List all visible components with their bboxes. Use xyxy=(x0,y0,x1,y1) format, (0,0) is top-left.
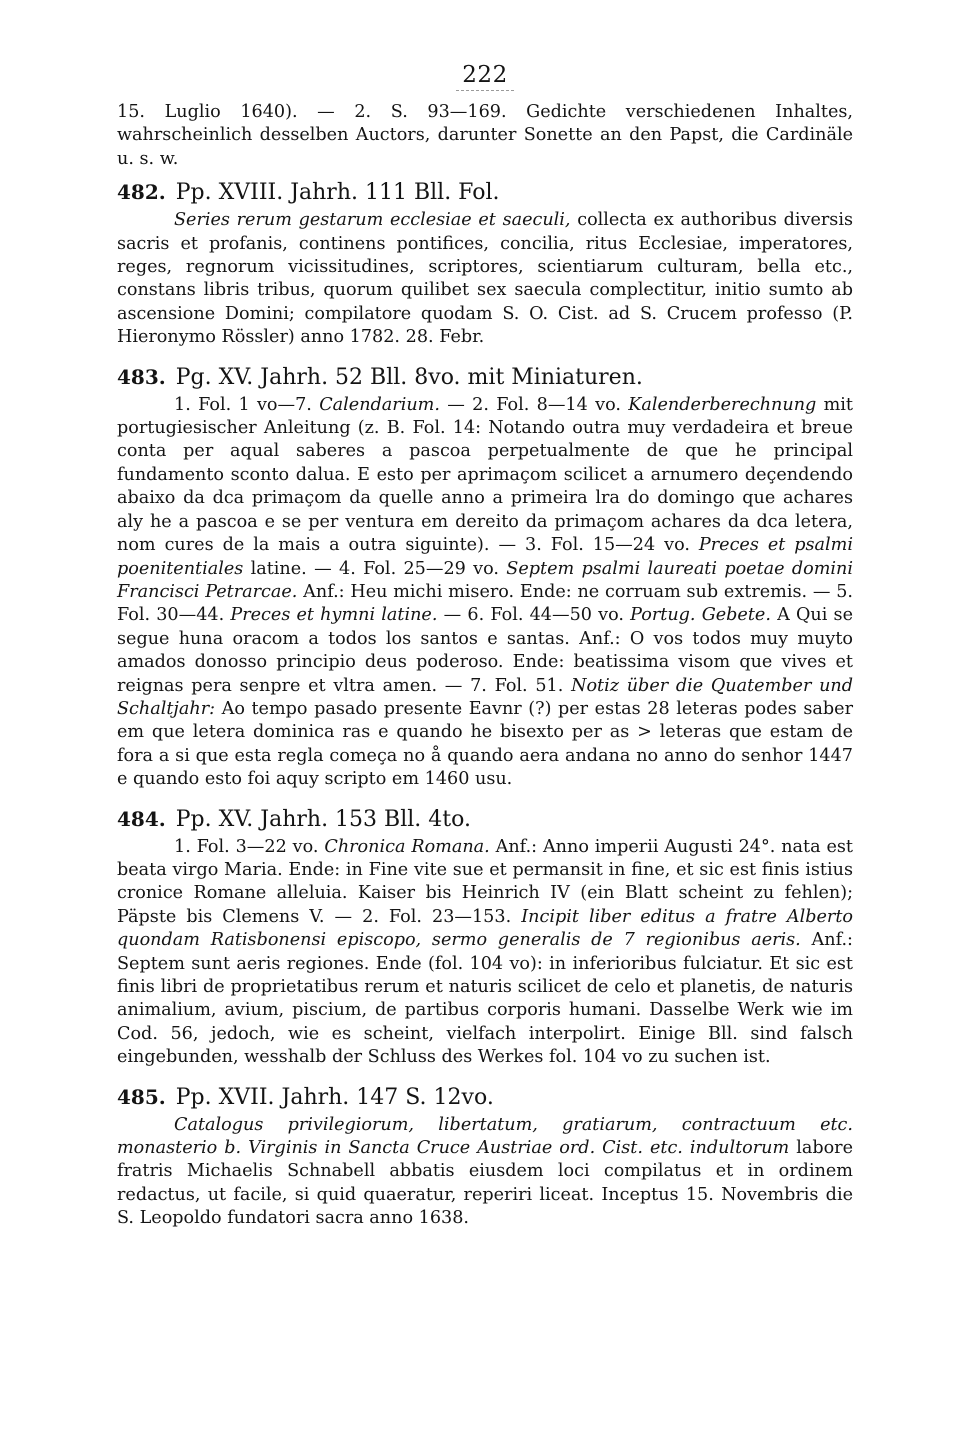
text-run: latine. — 4. Fol. 25—29 vo. xyxy=(243,558,507,579)
entry-description: Pp. XVII. Jahrh. 147 S. 12vo. xyxy=(175,1084,494,1110)
text-run: Anf.: Septem sunt aeris regiones. Ende (fol. 104 vo): in inferioribus fulciatur. Et sic est finis libri de proprietatibus rerum et naturis scilicet de celo et planetis, de naturis animalium, avium, piscium, de partibus corporis humani. Dasselbe Werk wie im Cod. 56, jedoch, wie es scheint, vielfach interpolirt. Einige Bll. sind falsch eingebunden, wesshalb der Schluss des Werkes fol. 104 vo zu suchen ist. xyxy=(117,930,853,1068)
italic-title: Chronica Romana. xyxy=(324,836,490,857)
text-run: 1. Fol. 1 vo—7. xyxy=(174,394,320,415)
entry-number: 482. xyxy=(117,180,166,205)
italic-title: Kalenderberechnung xyxy=(628,394,817,415)
italic-title: Catalogus privilegiorum, libertatum, gratiarum, contractuum etc. monasterio b. Virginis in Sancta Cruce Austriae ord. Cist. etc. indultorum xyxy=(117,1114,853,1159)
catalog-entries xyxy=(117,179,853,1230)
catalog-entry xyxy=(117,364,853,792)
italic-title: Preces et psalmi poenitentiales xyxy=(117,535,853,579)
text-run: Anf.: Anno imperii Augusti 24°. nata est beata virgo Maria. Ende: in Fine vite sue et permansit in fine, et sic est finis istius cronice Romane alleluia. Kaiser bis Heinrich IV (ein Blatt scheint zu fehlen); Päpste bis Clemens V. — 2. Fol. 23—153. xyxy=(117,836,853,927)
document-page xyxy=(117,62,853,1245)
entry-body xyxy=(117,209,853,349)
entry-description: Pp. XV. Jahrh. 153 Bll. 4to. xyxy=(175,806,471,832)
entry-body xyxy=(117,836,853,1070)
italic-title: Portug. Gebete. xyxy=(630,605,771,626)
text-run: — 2. Fol. 8—14 vo. xyxy=(439,394,629,415)
italic-title: Calendarium. xyxy=(319,394,440,415)
entry-heading xyxy=(117,179,853,206)
entry-heading xyxy=(117,1084,853,1111)
entry-number: 485. xyxy=(117,1084,166,1109)
text-run: A Qui se segue huna oracom a todos los santos e santas. Anf.: O vos todos muy muyto amados donosso principio deus poderoso. Ende: beatissima visom que vives et reignas pera senpre et vltra amen. — 7. Fol. 51. xyxy=(117,605,853,696)
italic-title: Septem psalmi laureati poetae domini Francisci Petrarcae. xyxy=(117,558,853,602)
text-run: mit portugiesischer Anleitung (z. B. Fol. 14: Notando outra muy verdadeira et breue conta per aqual saberes a pascoa perpetualmente de que he principal fundamento sconto dalua. E esto per aprimaçom scilicet a arnumero deçendendo abaixo da dca primaçom da quelle anno a primeira lra do domingo que achares aly he a pascoa e se per ventura em dereito da primaçom achares da dca letera, nom cures de la mais a outra siguinte). — 3. Fol. 15—24 vo. xyxy=(117,394,853,556)
entry-description: Pg. XV. Jahrh. 52 Bll. 8vo. mit Miniaturen. xyxy=(175,364,643,390)
entry-number: 483. xyxy=(117,364,166,389)
entry-body xyxy=(117,394,853,792)
text-run: labore fratris Michaelis Schnabell abbatis eiusdem loci compilatus et in ordinem redactus, ut facile, si quid quaeratur, reperiri liceat. Inceptus 15. Novembris die S. Leopoldo fundatori sacra anno 1638. xyxy=(117,1138,853,1229)
catalog-entry xyxy=(117,1084,853,1231)
entry-body xyxy=(117,1114,853,1231)
entry-number: 484. xyxy=(117,806,166,831)
entry-heading xyxy=(117,806,853,833)
continuation-paragraph: 15. Luglio 1640). — 2. S. 93—169. Gedichte verschiedenen Inhaltes, wahrscheinlich desselben Auctors, darunter Sonette an den Papst, die Cardinäle u. s. w. xyxy=(117,102,853,169)
italic-title: Series rerum gestarum ecclesiae et saeculi, xyxy=(174,210,571,231)
italic-title: Incipit liber editus a fratre Alberto quondam Ratisbonensi episcopo, sermo generalis de 7 regionibus aeris. xyxy=(117,906,853,951)
italic-title: Preces et hymni latine. xyxy=(230,605,438,626)
catalog-entry xyxy=(117,806,853,1070)
catalog-entry xyxy=(117,179,853,349)
italic-title: Notiz über die Quatember und Schaltjahr: xyxy=(117,675,853,719)
page-number: 222 xyxy=(117,62,853,91)
entry-description: Pp. XVIII. Jahrh. 111 Bll. Fol. xyxy=(175,180,500,206)
entry-heading xyxy=(117,364,853,391)
text-run: Anf.: Heu michi misero. Ende: ne corruam sub extremis. — 5. Fol. 30—44. xyxy=(117,581,853,626)
text-run: collecta ex authoribus diversis sacris et profanis, continens pontifices, concilia, ritus Ecclesiae, imperatores, reges, regnorum vicissitudines, scriptores, scientiarum culturam, bella etc., constans libris tribus, quorum quilibet sex saecula complectitur, initio sumto ab ascensione Domini; compilatore quodam S. O. Cist. ad S. Crucem professo (P. Hieronymo Rössler) anno 1782. 28. Febr. xyxy=(117,210,853,348)
text-run: — 6. Fol. 44—50 vo. xyxy=(437,605,631,626)
text-run: Ao tempo pasado presente Eavnr (?) per estas 28 leteras podes saber em que letera dominica ras e quando he bisexto per as > leteras que estam de fora a si que esta regla começa no å quando aera andana no anno do senhor 1447 e quando esto foi aquy scripto em 1460 usu. xyxy=(117,698,853,790)
text-run: 1. Fol. 3—22 vo. xyxy=(174,836,325,857)
